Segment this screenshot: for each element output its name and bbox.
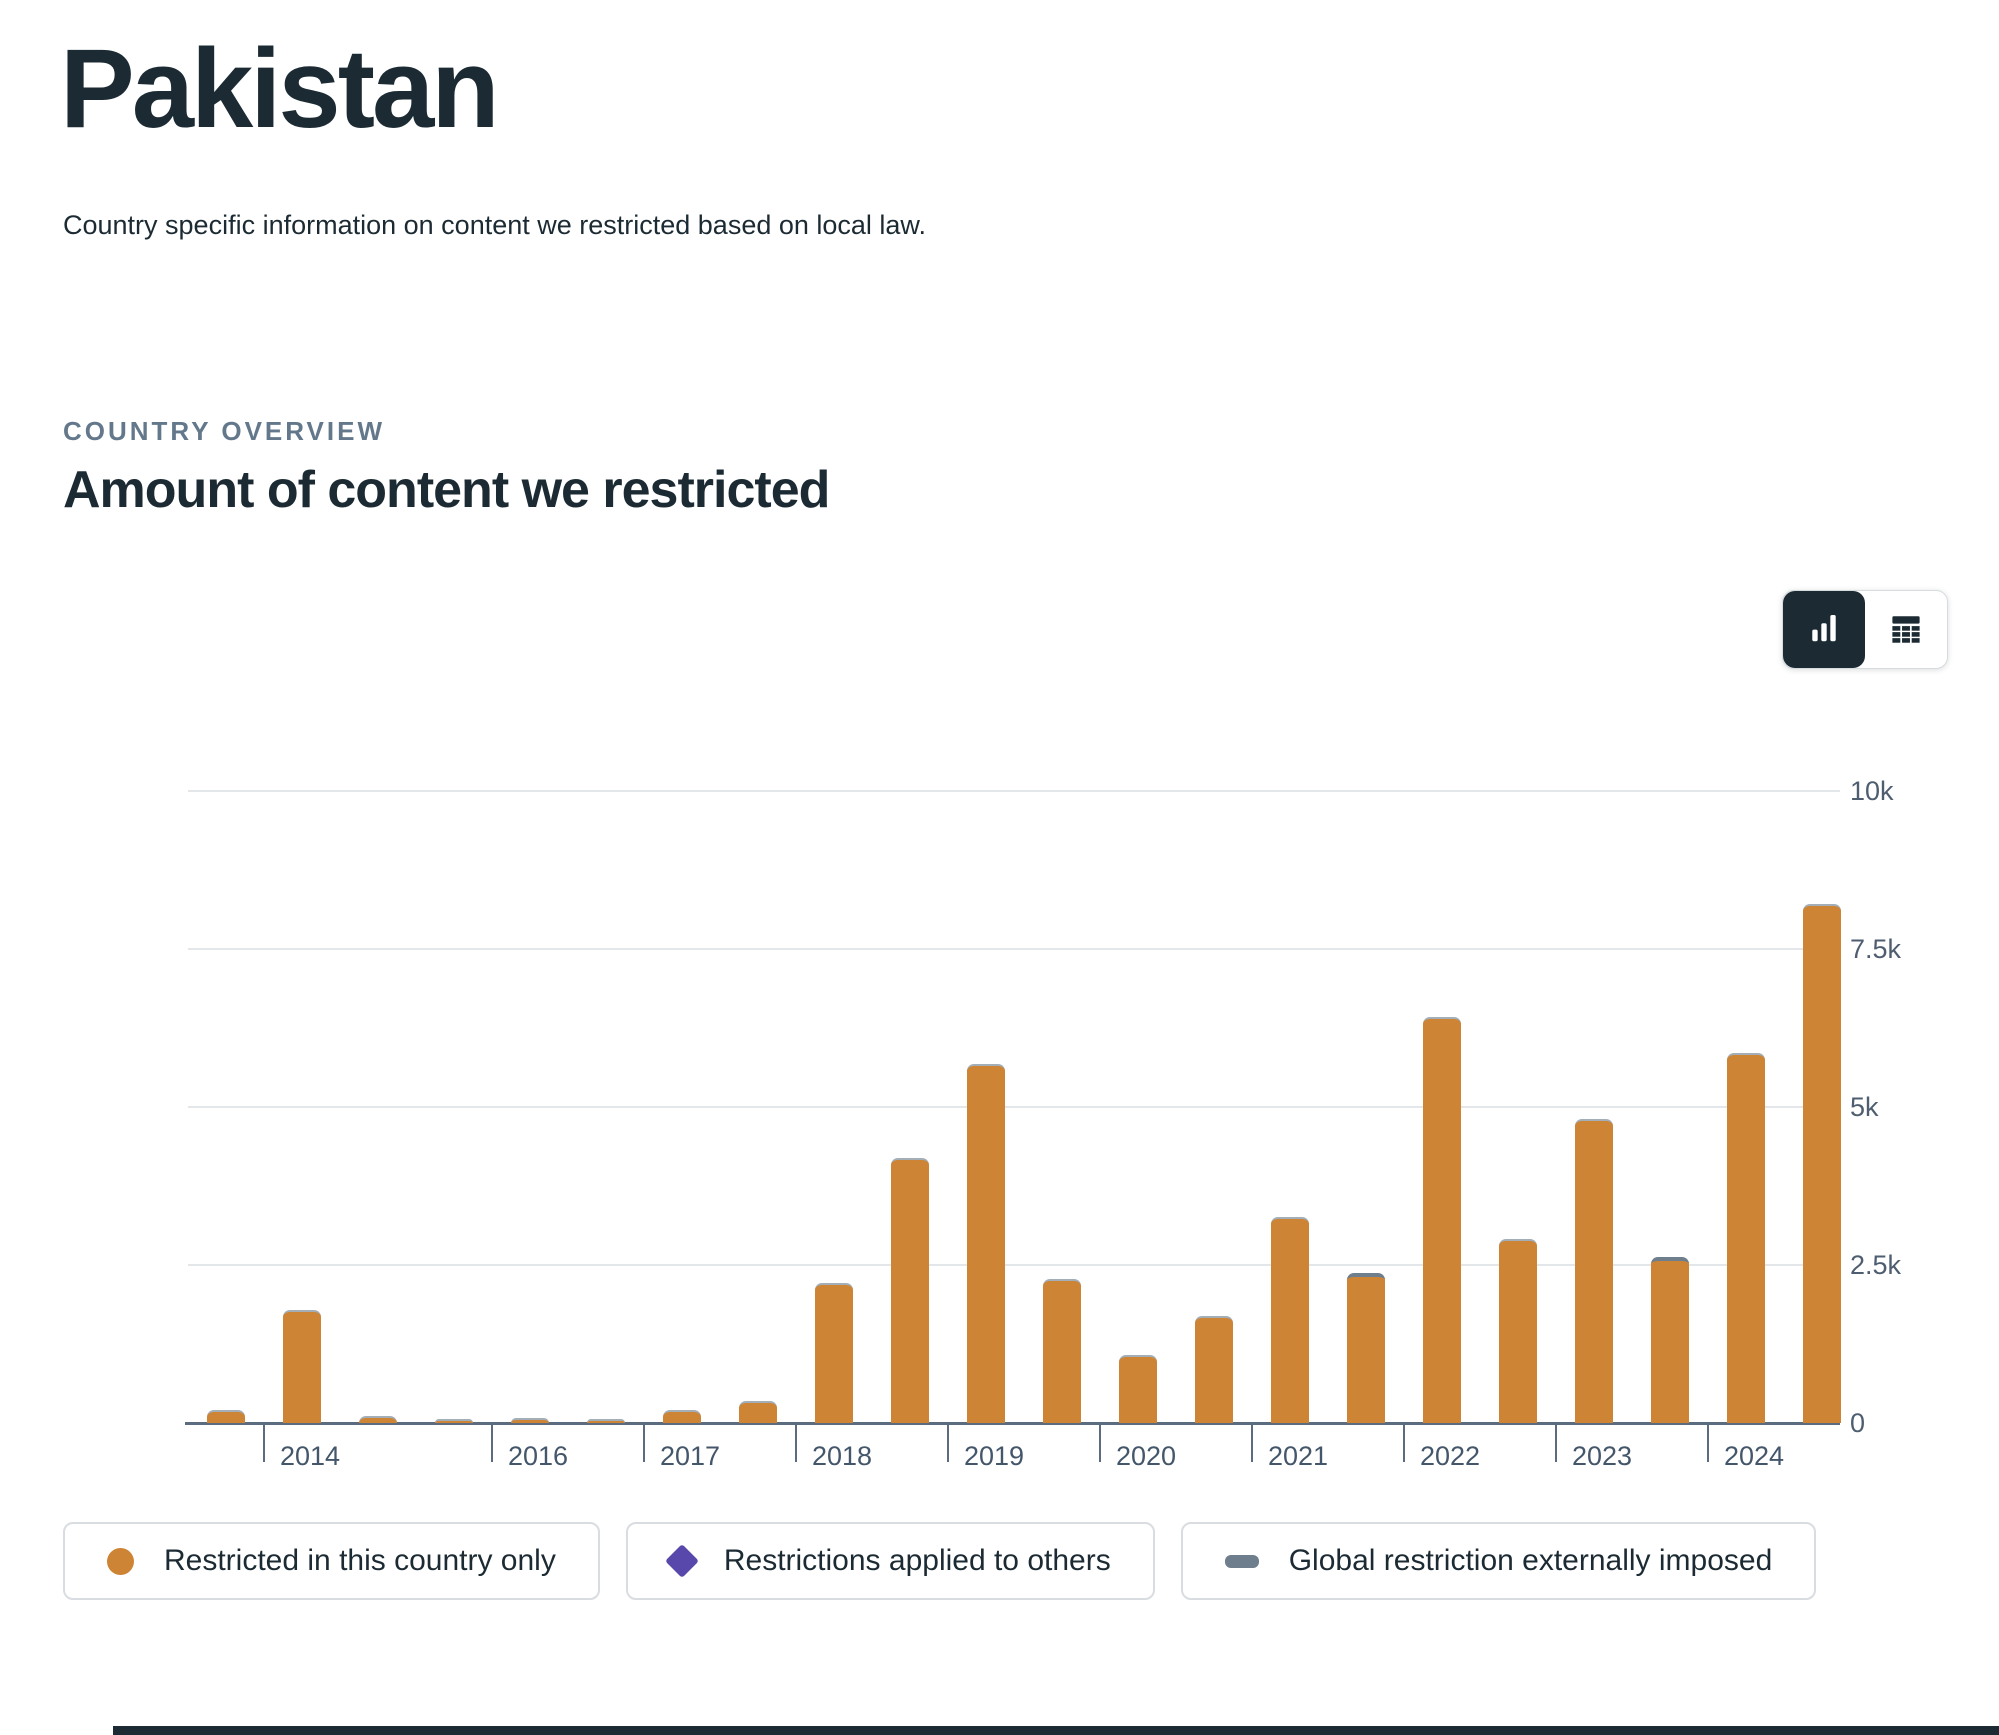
bar[interactable] bbox=[1423, 1017, 1461, 1423]
y-axis-label: 5k bbox=[1850, 1092, 1879, 1122]
year-tick bbox=[1403, 1424, 1405, 1462]
bar[interactable] bbox=[359, 1416, 397, 1423]
year-label: 2016 bbox=[508, 1441, 569, 1471]
year-label: 2024 bbox=[1724, 1441, 1785, 1471]
bar[interactable] bbox=[1195, 1316, 1233, 1423]
year-tick bbox=[1707, 1424, 1709, 1462]
year-tick bbox=[491, 1424, 493, 1462]
year-tick bbox=[795, 1424, 797, 1462]
bar[interactable] bbox=[1499, 1239, 1537, 1423]
y-axis-label: 7.5k bbox=[1850, 934, 1902, 964]
bar[interactable] bbox=[815, 1283, 853, 1423]
bar[interactable] bbox=[1575, 1119, 1613, 1423]
year-label: 2023 bbox=[1572, 1441, 1633, 1471]
gridline bbox=[188, 1106, 1840, 1108]
bar[interactable] bbox=[1347, 1273, 1385, 1423]
chart-legend bbox=[63, 1522, 1816, 1600]
legend-item[interactable] bbox=[63, 1522, 600, 1600]
gridline bbox=[188, 948, 1840, 950]
diamond-marker-icon bbox=[665, 1544, 699, 1578]
bar[interactable] bbox=[1119, 1355, 1157, 1423]
legend-item-label: Restricted in this country only bbox=[164, 1544, 556, 1577]
y-axis-label: 2.5k bbox=[1850, 1250, 1902, 1280]
bar[interactable] bbox=[1727, 1053, 1765, 1423]
bar[interactable] bbox=[207, 1410, 245, 1423]
bar[interactable] bbox=[283, 1310, 321, 1423]
footer-divider bbox=[113, 1726, 1999, 1735]
bar[interactable] bbox=[1271, 1217, 1309, 1423]
year-tick bbox=[1555, 1424, 1557, 1462]
year-tick bbox=[1099, 1424, 1101, 1462]
legend-item-label: Restrictions applied to others bbox=[723, 1544, 1111, 1577]
year-tick bbox=[263, 1424, 265, 1462]
y-axis-label: 10k bbox=[1850, 776, 1894, 806]
legend-item[interactable] bbox=[626, 1522, 1155, 1600]
bar[interactable] bbox=[435, 1419, 473, 1423]
year-tick bbox=[1251, 1424, 1253, 1462]
year-tick bbox=[947, 1424, 949, 1462]
bar[interactable] bbox=[891, 1158, 929, 1423]
bar[interactable] bbox=[511, 1418, 549, 1423]
bar[interactable] bbox=[967, 1064, 1005, 1423]
bar[interactable] bbox=[1651, 1257, 1689, 1423]
year-label: 2018 bbox=[812, 1441, 873, 1471]
year-label: 2022 bbox=[1420, 1441, 1481, 1471]
circle-marker-icon bbox=[107, 1548, 134, 1575]
bar[interactable] bbox=[587, 1419, 625, 1423]
section-eyebrow: COUNTRY OVERVIEW bbox=[63, 416, 386, 446]
legend-item-label: Global restriction externally imposed bbox=[1288, 1544, 1773, 1577]
page-subtitle: Country specific information on content we restricted based on local law. bbox=[63, 210, 926, 240]
year-label: 2017 bbox=[660, 1441, 721, 1471]
year-label: 2019 bbox=[964, 1441, 1025, 1471]
section-title: Amount of content we restricted bbox=[63, 461, 830, 519]
bar[interactable] bbox=[1043, 1279, 1081, 1423]
year-tick bbox=[643, 1424, 645, 1462]
bar[interactable] bbox=[739, 1401, 777, 1423]
legend-item[interactable] bbox=[1181, 1522, 1817, 1600]
year-label: 2021 bbox=[1268, 1441, 1329, 1471]
year-label: 2014 bbox=[280, 1441, 341, 1471]
gridline bbox=[188, 790, 1840, 792]
year-label: 2020 bbox=[1116, 1441, 1177, 1471]
bar[interactable] bbox=[663, 1410, 701, 1423]
page-title: Pakistan bbox=[60, 26, 497, 151]
bar[interactable] bbox=[1803, 904, 1841, 1423]
y-axis-label: 0 bbox=[1850, 1408, 1866, 1438]
dash-marker-icon bbox=[1225, 1555, 1259, 1568]
